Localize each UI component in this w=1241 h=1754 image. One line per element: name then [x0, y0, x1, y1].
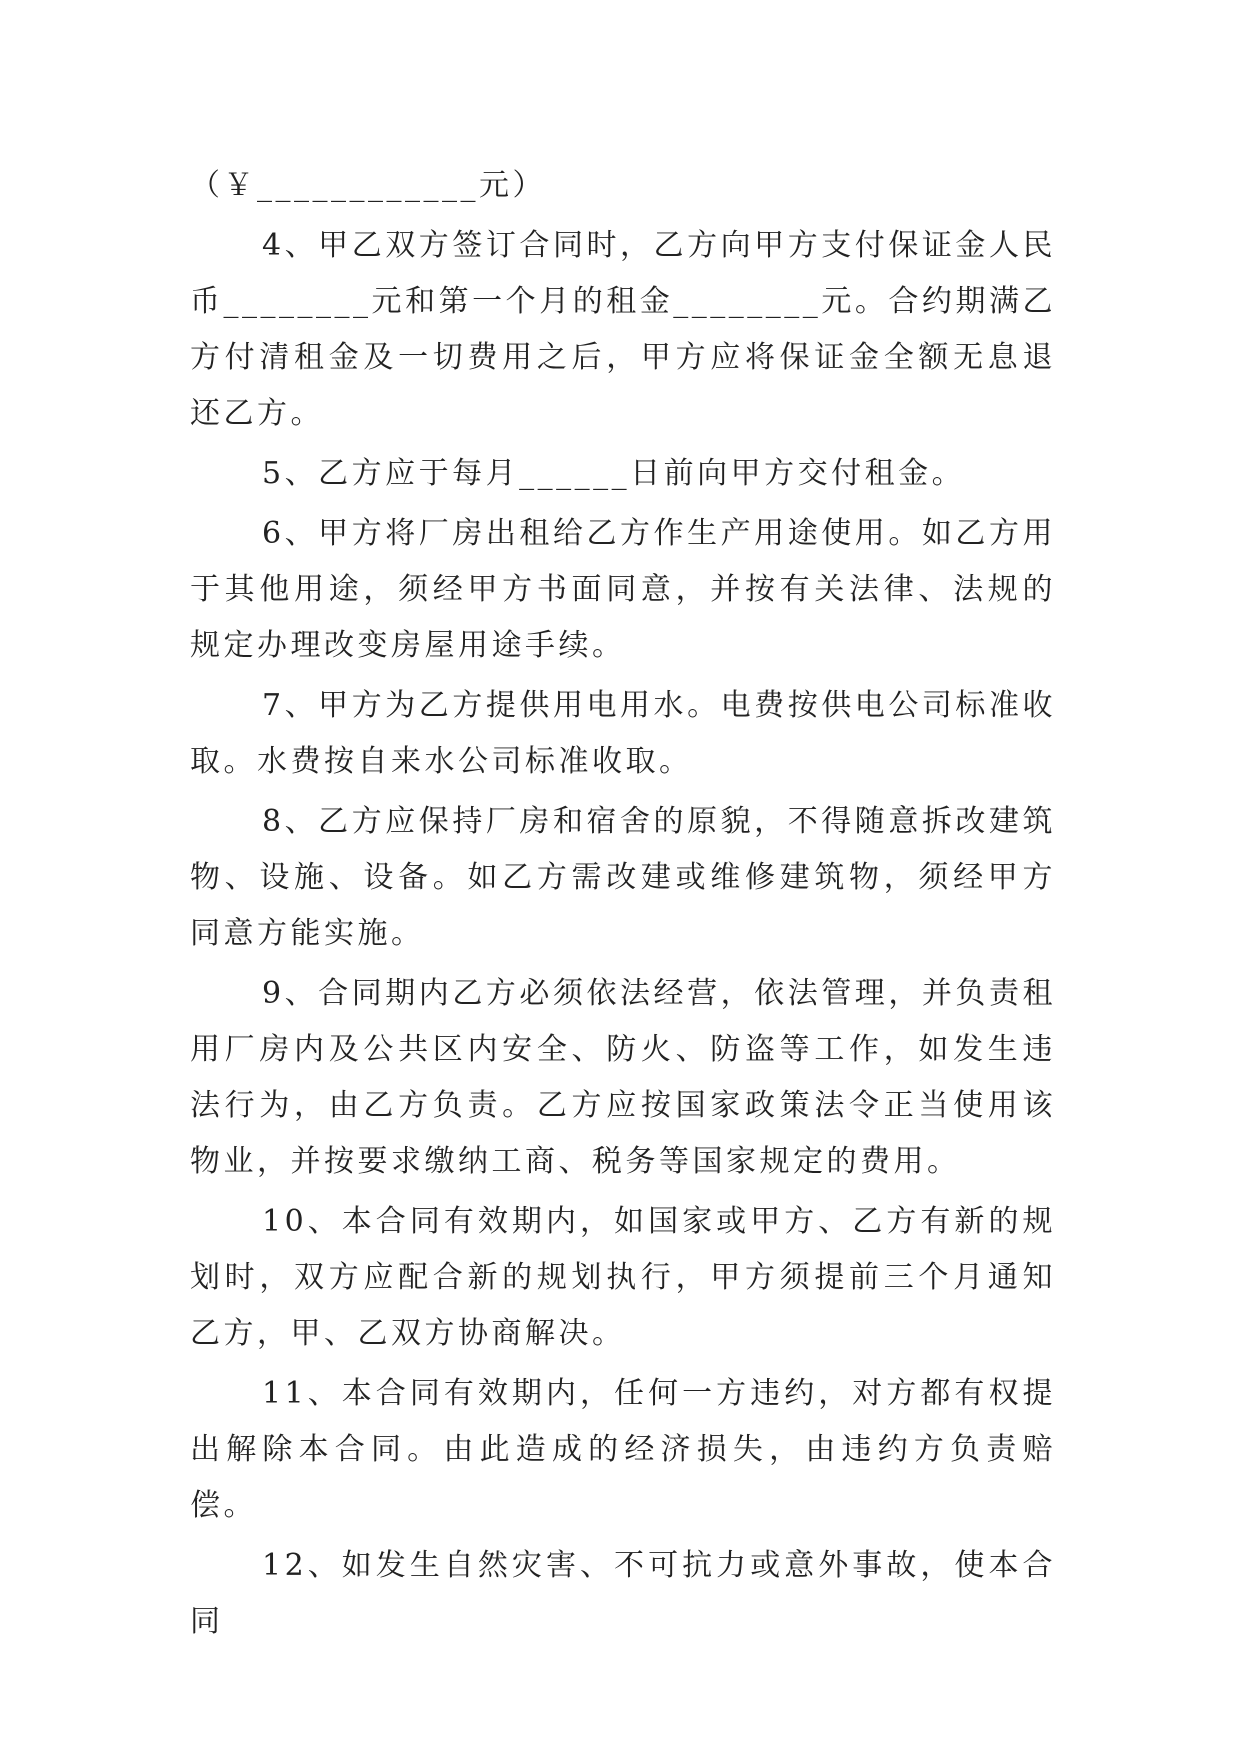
clause-7: 7、甲方为乙方提供用电用水。电费按供电公司标准收取。水费按自来水公司标准收取。	[190, 688, 1056, 779]
clause-4: 4、甲乙双方签订合同时，乙方向甲方支付保证金人民币________元和第一个月的租金________元。合约期满乙方付清租金及一切费用之后，甲方应将保证金全额无息退还乙方。	[190, 228, 1056, 431]
clause-8: 8、乙方应保持厂房和宿舍的原貌，不得随意拆改建筑物、设施、设备。如乙方需改建或维修建筑物，须经甲方同意方能实施。	[190, 804, 1056, 951]
clause-9: 9、合同期内乙方必须依法经营，依法管理，并负责租用厂房内及公共区内安全、防火、防盗等工作，如发生违法行为，由乙方负责。乙方应按国家政策法令正当使用该物业，并按要求缴纳工商、税务等国家规定的费用。	[190, 976, 1056, 1179]
clause-6: 6、甲方将厂房出租给乙方作生产用途使用。如乙方用于其他用途，须经甲方书面同意，并按有关法律、法规的规定办理改变房屋用途手续。	[190, 516, 1056, 663]
clause-10: 10、本合同有效期内，如国家或甲方、乙方有新的规划时，双方应配合新的规划执行，甲方须提前三个月通知乙方，甲、乙双方协商解决。	[190, 1204, 1056, 1351]
clause-5: 5、乙方应于每月______日前向甲方交付租金。	[262, 456, 966, 491]
document-body	[190, 158, 1056, 1654]
clause-11: 11、本合同有效期内，任何一方违约，对方都有权提出解除本合同。由此造成的经济损失，由违约方负责赔偿。	[190, 1376, 1056, 1523]
amount-line: （￥____________元）	[190, 168, 546, 203]
clause-12: 12、如发生自然灾害、不可抗力或意外事故，使本合同	[190, 1548, 1056, 1639]
